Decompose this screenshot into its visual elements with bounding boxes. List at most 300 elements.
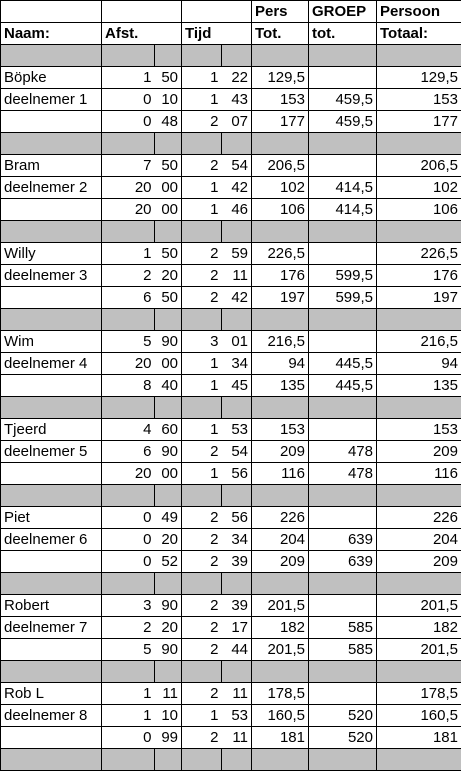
persoon-totaal-cell: 201,5 <box>377 595 461 617</box>
persoon-totaal-cell: 204 <box>377 529 461 551</box>
persoon-totaal-cell: 177 <box>377 111 461 133</box>
pers-tot-cell: 206,5 <box>252 155 309 177</box>
table-row <box>1 441 461 463</box>
name-cell: Bram <box>1 155 102 177</box>
separator-cell <box>1 397 102 419</box>
groep-tot-cell <box>309 507 377 529</box>
header-cell-naam: Naam: <box>1 23 102 45</box>
groep-tot-cell <box>309 595 377 617</box>
persoon-totaal-cell: 153 <box>377 89 461 111</box>
separator-cell <box>1 485 102 507</box>
tijd-min-cell: 44 <box>222 639 252 661</box>
afst-cell: 0 <box>102 551 155 573</box>
groep-tot-cell: 520 <box>309 727 377 749</box>
persoon-totaal-cell: 216,5 <box>377 331 461 353</box>
separator-cell <box>182 133 222 155</box>
name-cell: Böpke <box>1 67 102 89</box>
table-row <box>1 331 461 353</box>
name-cell: deelnemer 6 <box>1 529 102 551</box>
separator-cell <box>252 661 309 683</box>
groep-tot-cell: 445,5 <box>309 375 377 397</box>
pers-tot-cell: 106 <box>252 199 309 221</box>
tijd-min-cell: 17 <box>222 617 252 639</box>
tijd-min-cell: 07 <box>222 111 252 133</box>
header-cell-tijd: Tijd <box>182 23 222 45</box>
persoon-totaal-cell: 209 <box>377 551 461 573</box>
separator-cell <box>309 309 377 331</box>
name-cell <box>1 111 102 133</box>
separator-cell <box>309 133 377 155</box>
afst-frac-cell: 90 <box>155 331 182 353</box>
afst-cell: 8 <box>102 375 155 397</box>
pers-tot-cell: 201,5 <box>252 595 309 617</box>
groep-tot-cell: 459,5 <box>309 111 377 133</box>
afst-cell: 1 <box>102 67 155 89</box>
afst-frac-cell: 00 <box>155 463 182 485</box>
afst-cell: 4 <box>102 419 155 441</box>
groep-tot-cell: 585 <box>309 639 377 661</box>
persoon-totaal-cell: 209 <box>377 441 461 463</box>
table-row <box>1 463 461 485</box>
groep-tot-cell: 414,5 <box>309 177 377 199</box>
separator-cell <box>252 573 309 595</box>
afst-cell: 5 <box>102 639 155 661</box>
pers-tot-cell: 135 <box>252 375 309 397</box>
table-row <box>1 111 461 133</box>
tijd-cell: 1 <box>182 375 222 397</box>
tijd-cell: 2 <box>182 595 222 617</box>
afst-frac-cell: 20 <box>155 617 182 639</box>
separator-row <box>1 45 461 67</box>
pers-tot-cell: 129,5 <box>252 67 309 89</box>
tijd-cell: 2 <box>182 287 222 309</box>
tijd-cell: 2 <box>182 639 222 661</box>
header-row-2 <box>1 23 461 45</box>
tijd-cell: 3 <box>182 331 222 353</box>
separator-cell <box>102 309 155 331</box>
separator-cell <box>155 397 182 419</box>
name-cell <box>1 551 102 573</box>
separator-cell <box>102 573 155 595</box>
tijd-min-cell: 34 <box>222 529 252 551</box>
persoon-totaal-cell: 102 <box>377 177 461 199</box>
pers-tot-cell: 216,5 <box>252 331 309 353</box>
separator-cell <box>252 485 309 507</box>
persoon-totaal-cell: 226,5 <box>377 243 461 265</box>
afst-frac-cell: 50 <box>155 155 182 177</box>
afst-frac-cell: 90 <box>155 441 182 463</box>
groep-tot-cell <box>309 331 377 353</box>
separator-cell <box>155 133 182 155</box>
name-cell <box>1 727 102 749</box>
separator-cell <box>377 133 461 155</box>
afst-cell: 20 <box>102 177 155 199</box>
separator-cell <box>309 485 377 507</box>
separator-cell <box>222 309 252 331</box>
header-cell <box>182 1 222 23</box>
separator-cell <box>155 309 182 331</box>
pers-tot-cell: 176 <box>252 265 309 287</box>
afst-frac-cell: 60 <box>155 419 182 441</box>
separator-cell <box>1 221 102 243</box>
groep-tot-cell: 520 <box>309 705 377 727</box>
separator-row <box>1 309 461 331</box>
separator-cell <box>155 661 182 683</box>
tijd-cell: 1 <box>182 89 222 111</box>
separator-cell <box>102 485 155 507</box>
table-row <box>1 177 461 199</box>
groep-tot-cell <box>309 419 377 441</box>
afst-cell: 0 <box>102 727 155 749</box>
afst-frac-cell: 11 <box>155 683 182 705</box>
pers-tot-cell: 160,5 <box>252 705 309 727</box>
table-row <box>1 419 461 441</box>
name-cell <box>1 199 102 221</box>
persoon-totaal-cell: 176 <box>377 265 461 287</box>
afst-frac-cell: 20 <box>155 265 182 287</box>
separator-cell <box>222 397 252 419</box>
afst-cell: 0 <box>102 89 155 111</box>
persoon-totaal-cell: 226 <box>377 507 461 529</box>
afst-frac-cell: 20 <box>155 529 182 551</box>
table-row <box>1 727 461 749</box>
separator-cell <box>1 749 102 771</box>
separator-row <box>1 397 461 419</box>
afst-cell: 1 <box>102 243 155 265</box>
separator-cell <box>309 661 377 683</box>
table-row <box>1 89 461 111</box>
tijd-min-cell: 54 <box>222 441 252 463</box>
tijd-min-cell: 39 <box>222 551 252 573</box>
separator-cell <box>155 45 182 67</box>
tijd-cell: 2 <box>182 243 222 265</box>
table-row <box>1 155 461 177</box>
name-cell <box>1 463 102 485</box>
pers-tot-cell: 182 <box>252 617 309 639</box>
afst-cell: 0 <box>102 507 155 529</box>
groep-tot-cell: 459,5 <box>309 89 377 111</box>
tijd-cell: 2 <box>182 551 222 573</box>
separator-cell <box>377 45 461 67</box>
groep-tot-cell: 478 <box>309 441 377 463</box>
separator-cell <box>155 221 182 243</box>
score-table-body <box>1 1 461 771</box>
separator-cell <box>377 661 461 683</box>
pers-tot-cell: 209 <box>252 441 309 463</box>
afst-frac-cell: 50 <box>155 67 182 89</box>
afst-cell: 20 <box>102 353 155 375</box>
separator-cell <box>102 221 155 243</box>
separator-cell <box>222 45 252 67</box>
tijd-cell: 2 <box>182 529 222 551</box>
afst-cell: 0 <box>102 529 155 551</box>
tijd-cell: 2 <box>182 683 222 705</box>
name-cell: Robert <box>1 595 102 617</box>
tijd-min-cell: 56 <box>222 463 252 485</box>
separator-cell <box>1 573 102 595</box>
pers-tot-cell: 178,5 <box>252 683 309 705</box>
persoon-totaal-cell: 206,5 <box>377 155 461 177</box>
separator-cell <box>155 749 182 771</box>
name-cell: deelnemer 2 <box>1 177 102 199</box>
afst-cell: 20 <box>102 463 155 485</box>
pers-tot-cell: 116 <box>252 463 309 485</box>
tijd-min-cell: 54 <box>222 155 252 177</box>
separator-cell <box>102 661 155 683</box>
tijd-cell: 1 <box>182 199 222 221</box>
separator-cell <box>377 397 461 419</box>
separator-row <box>1 221 461 243</box>
pers-tot-cell: 201,5 <box>252 639 309 661</box>
tijd-min-cell: 22 <box>222 67 252 89</box>
persoon-totaal-cell: 197 <box>377 287 461 309</box>
persoon-totaal-cell: 129,5 <box>377 67 461 89</box>
table-row <box>1 67 461 89</box>
tijd-cell: 2 <box>182 727 222 749</box>
persoon-totaal-cell: 106 <box>377 199 461 221</box>
afst-frac-cell: 10 <box>155 705 182 727</box>
table-row <box>1 507 461 529</box>
header-cell-groep: GROEP <box>309 1 377 23</box>
afst-frac-cell: 48 <box>155 111 182 133</box>
header-cell-afst: Afst. <box>102 23 155 45</box>
groep-tot-cell: 585 <box>309 617 377 639</box>
header-cell-tot-groep: tot. <box>309 23 377 45</box>
separator-cell <box>252 397 309 419</box>
tijd-min-cell: 42 <box>222 177 252 199</box>
tijd-cell: 2 <box>182 265 222 287</box>
name-cell: deelnemer 8 <box>1 705 102 727</box>
separator-cell <box>309 45 377 67</box>
name-cell <box>1 639 102 661</box>
persoon-totaal-cell: 135 <box>377 375 461 397</box>
tijd-min-cell: 11 <box>222 727 252 749</box>
table-row <box>1 287 461 309</box>
table-row <box>1 529 461 551</box>
groep-tot-cell <box>309 683 377 705</box>
separator-cell <box>222 749 252 771</box>
pers-tot-cell: 153 <box>252 419 309 441</box>
afst-frac-cell: 00 <box>155 177 182 199</box>
pers-tot-cell: 94 <box>252 353 309 375</box>
pers-tot-cell: 102 <box>252 177 309 199</box>
name-cell: Piet <box>1 507 102 529</box>
afst-frac-cell: 50 <box>155 287 182 309</box>
pers-tot-cell: 181 <box>252 727 309 749</box>
persoon-totaal-cell: 160,5 <box>377 705 461 727</box>
persoon-totaal-cell: 178,5 <box>377 683 461 705</box>
separator-cell <box>182 573 222 595</box>
pers-tot-cell: 177 <box>252 111 309 133</box>
tijd-min-cell: 59 <box>222 243 252 265</box>
header-cell <box>155 1 182 23</box>
separator-cell <box>222 661 252 683</box>
tijd-cell: 2 <box>182 617 222 639</box>
header-cell-totaal: Totaal: <box>377 23 461 45</box>
header-cell <box>155 23 182 45</box>
separator-row <box>1 661 461 683</box>
tijd-min-cell: 53 <box>222 705 252 727</box>
persoon-totaal-cell: 181 <box>377 727 461 749</box>
separator-cell <box>309 221 377 243</box>
separator-cell <box>182 661 222 683</box>
afst-frac-cell: 90 <box>155 639 182 661</box>
separator-cell <box>155 573 182 595</box>
groep-tot-cell: 478 <box>309 463 377 485</box>
tijd-cell: 1 <box>182 177 222 199</box>
afst-frac-cell: 10 <box>155 89 182 111</box>
table-row <box>1 617 461 639</box>
tijd-min-cell: 46 <box>222 199 252 221</box>
tijd-min-cell: 11 <box>222 683 252 705</box>
groep-tot-cell: 414,5 <box>309 199 377 221</box>
separator-cell <box>252 309 309 331</box>
table-row <box>1 705 461 727</box>
separator-cell <box>377 749 461 771</box>
groep-tot-cell <box>309 243 377 265</box>
separator-cell <box>309 749 377 771</box>
tijd-min-cell: 53 <box>222 419 252 441</box>
groep-tot-cell: 599,5 <box>309 287 377 309</box>
header-cell-persoon: Persoon <box>377 1 461 23</box>
separator-cell <box>309 397 377 419</box>
afst-cell: 2 <box>102 265 155 287</box>
persoon-totaal-cell: 116 <box>377 463 461 485</box>
separator-cell <box>102 397 155 419</box>
header-cell <box>222 23 252 45</box>
separator-cell <box>222 221 252 243</box>
name-cell: deelnemer 4 <box>1 353 102 375</box>
table-row <box>1 265 461 287</box>
pers-tot-cell: 226 <box>252 507 309 529</box>
name-cell: deelnemer 5 <box>1 441 102 463</box>
afst-frac-cell: 52 <box>155 551 182 573</box>
tijd-min-cell: 45 <box>222 375 252 397</box>
tijd-cell: 2 <box>182 507 222 529</box>
separator-cell <box>252 133 309 155</box>
groep-tot-cell <box>309 67 377 89</box>
afst-cell: 6 <box>102 287 155 309</box>
separator-cell <box>182 397 222 419</box>
separator-cell <box>1 309 102 331</box>
tijd-min-cell: 56 <box>222 507 252 529</box>
name-cell <box>1 287 102 309</box>
table-row <box>1 683 461 705</box>
tijd-min-cell: 34 <box>222 353 252 375</box>
header-cell-pers: Pers <box>252 1 309 23</box>
groep-tot-cell: 445,5 <box>309 353 377 375</box>
name-cell: Wim <box>1 331 102 353</box>
separator-cell <box>1 133 102 155</box>
pers-tot-cell: 153 <box>252 89 309 111</box>
header-row-1 <box>1 1 461 23</box>
separator-cell <box>155 485 182 507</box>
persoon-totaal-cell: 201,5 <box>377 639 461 661</box>
tijd-cell: 2 <box>182 111 222 133</box>
afst-frac-cell: 90 <box>155 595 182 617</box>
separator-cell <box>377 221 461 243</box>
tijd-min-cell: 42 <box>222 287 252 309</box>
separator-cell <box>182 309 222 331</box>
separator-cell <box>252 45 309 67</box>
afst-cell: 0 <box>102 111 155 133</box>
afst-cell: 7 <box>102 155 155 177</box>
tijd-cell: 2 <box>182 441 222 463</box>
afst-cell: 1 <box>102 683 155 705</box>
separator-cell <box>309 573 377 595</box>
afst-cell: 6 <box>102 441 155 463</box>
separator-cell <box>102 45 155 67</box>
name-cell: Rob L <box>1 683 102 705</box>
afst-frac-cell: 50 <box>155 243 182 265</box>
name-cell <box>1 375 102 397</box>
header-cell-tot: Tot. <box>252 23 309 45</box>
pers-tot-cell: 226,5 <box>252 243 309 265</box>
persoon-totaal-cell: 153 <box>377 419 461 441</box>
groep-tot-cell: 599,5 <box>309 265 377 287</box>
name-cell: deelnemer 7 <box>1 617 102 639</box>
separator-cell <box>377 485 461 507</box>
separator-cell <box>252 749 309 771</box>
persoon-totaal-cell: 182 <box>377 617 461 639</box>
tijd-min-cell: 39 <box>222 595 252 617</box>
table-row <box>1 199 461 221</box>
afst-cell: 5 <box>102 331 155 353</box>
tijd-cell: 1 <box>182 705 222 727</box>
separator-cell <box>252 221 309 243</box>
separator-cell <box>1 45 102 67</box>
persoon-totaal-cell: 94 <box>377 353 461 375</box>
tijd-min-cell: 11 <box>222 265 252 287</box>
pers-tot-cell: 197 <box>252 287 309 309</box>
separator-cell <box>222 485 252 507</box>
separator-cell <box>182 749 222 771</box>
groep-tot-cell: 639 <box>309 529 377 551</box>
afst-frac-cell: 00 <box>155 353 182 375</box>
tijd-cell: 2 <box>182 155 222 177</box>
pers-tot-cell: 209 <box>252 551 309 573</box>
header-cell <box>1 1 102 23</box>
name-cell: Tjeerd <box>1 419 102 441</box>
separator-row <box>1 749 461 771</box>
separator-row <box>1 133 461 155</box>
separator-cell <box>102 133 155 155</box>
separator-cell <box>102 749 155 771</box>
afst-cell: 3 <box>102 595 155 617</box>
afst-cell: 20 <box>102 199 155 221</box>
separator-cell <box>377 309 461 331</box>
groep-tot-cell <box>309 155 377 177</box>
tijd-cell: 1 <box>182 419 222 441</box>
table-row <box>1 595 461 617</box>
separator-cell <box>182 45 222 67</box>
tijd-min-cell: 01 <box>222 331 252 353</box>
afst-frac-cell: 00 <box>155 199 182 221</box>
name-cell: deelnemer 3 <box>1 265 102 287</box>
afst-cell: 2 <box>102 617 155 639</box>
groep-tot-cell: 639 <box>309 551 377 573</box>
tijd-cell: 1 <box>182 67 222 89</box>
tijd-cell: 1 <box>182 353 222 375</box>
separator-cell <box>222 573 252 595</box>
table-row <box>1 639 461 661</box>
table-row <box>1 353 461 375</box>
separator-cell <box>182 485 222 507</box>
separator-cell <box>182 221 222 243</box>
name-cell: Willy <box>1 243 102 265</box>
header-cell <box>222 1 252 23</box>
separator-cell <box>1 661 102 683</box>
